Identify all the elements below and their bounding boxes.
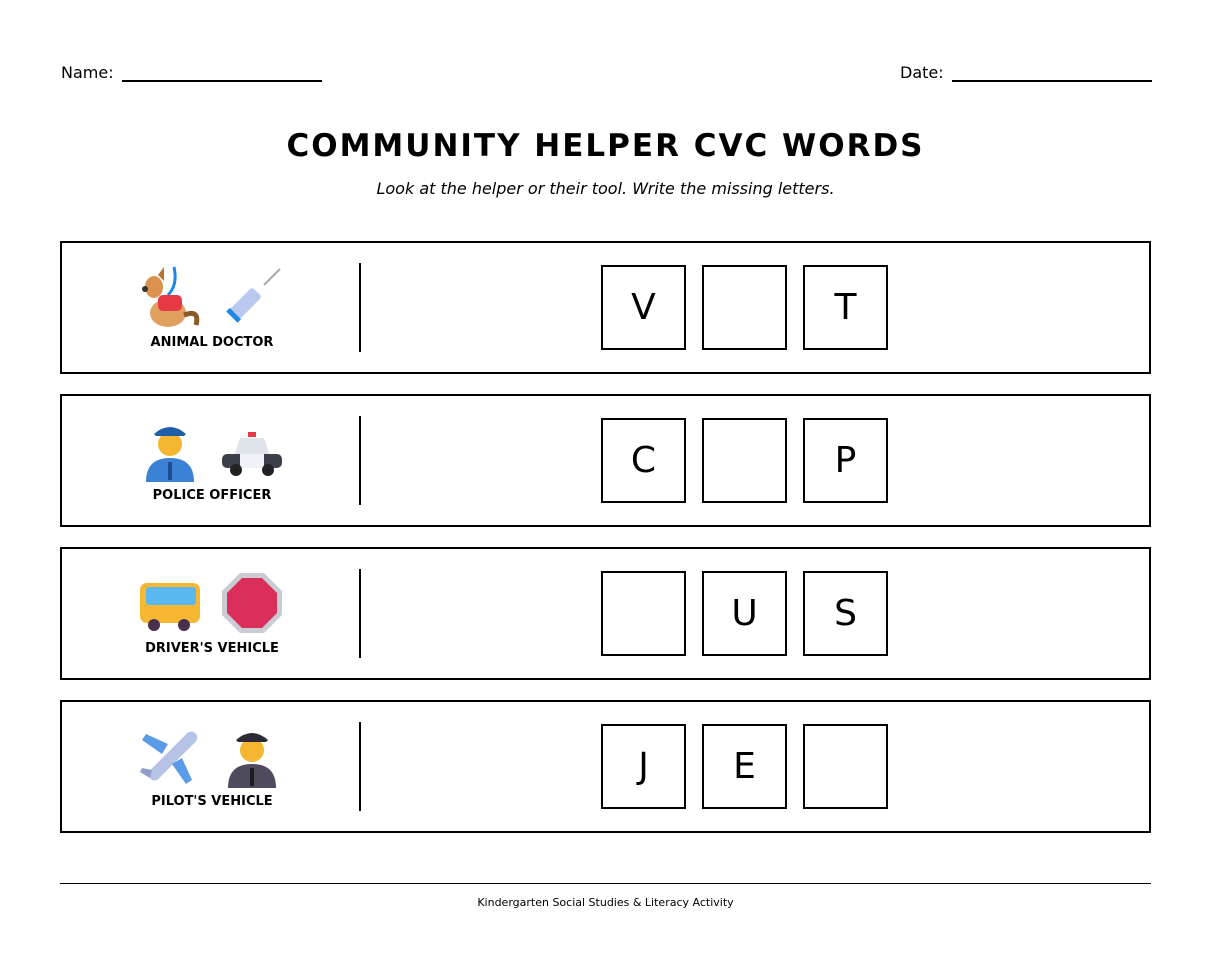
row-label: POLICE OFFICER — [152, 488, 272, 503]
divider — [359, 263, 361, 352]
word-row-animal-doctor — [60, 241, 1151, 374]
name-line[interactable] — [122, 62, 322, 82]
letter-box-blank[interactable] — [803, 724, 888, 809]
letter-box-blank[interactable] — [702, 418, 787, 503]
name-label: Name: — [61, 63, 114, 82]
row-label: ANIMAL DOCTOR — [150, 335, 274, 350]
word-row-police-officer — [60, 394, 1151, 527]
row-label: PILOT'S VEHICLE — [151, 794, 273, 809]
service-dog-icon — [138, 265, 202, 329]
date-field[interactable] — [900, 62, 1152, 82]
footer-divider — [60, 883, 1151, 884]
letter-box-blank[interactable] — [702, 265, 787, 350]
letter-box: C — [601, 418, 686, 503]
pilot-icon — [220, 724, 284, 788]
letter-box: E — [702, 724, 787, 809]
letter-box: V — [601, 265, 686, 350]
word-row-drivers-vehicle — [60, 547, 1151, 680]
row-label: DRIVER'S VEHICLE — [145, 641, 279, 656]
letter-box-blank[interactable] — [601, 571, 686, 656]
word-row-pilots-vehicle — [60, 700, 1151, 833]
police-officer-icon — [138, 418, 202, 482]
instructions: Look at the helper or their tool. Write the missing letters. — [376, 179, 835, 198]
footer-text: Kindergarten Social Studies & Literacy Activity — [477, 896, 734, 909]
divider — [359, 416, 361, 505]
date-label: Date: — [900, 63, 944, 82]
syringe-icon — [220, 265, 284, 329]
page-title: COMMUNITY HELPER CVC WORDS — [286, 128, 925, 164]
letter-box: J — [601, 724, 686, 809]
bus-icon — [138, 571, 202, 635]
date-line[interactable] — [952, 62, 1152, 82]
stop-sign-icon — [220, 571, 284, 635]
divider — [359, 569, 361, 658]
letter-box: S — [803, 571, 888, 656]
divider — [359, 722, 361, 811]
letter-box: U — [702, 571, 787, 656]
police-car-icon — [220, 418, 284, 482]
name-field[interactable] — [61, 62, 322, 82]
airplane-icon — [138, 724, 202, 788]
letter-box: T — [803, 265, 888, 350]
letter-box: P — [803, 418, 888, 503]
